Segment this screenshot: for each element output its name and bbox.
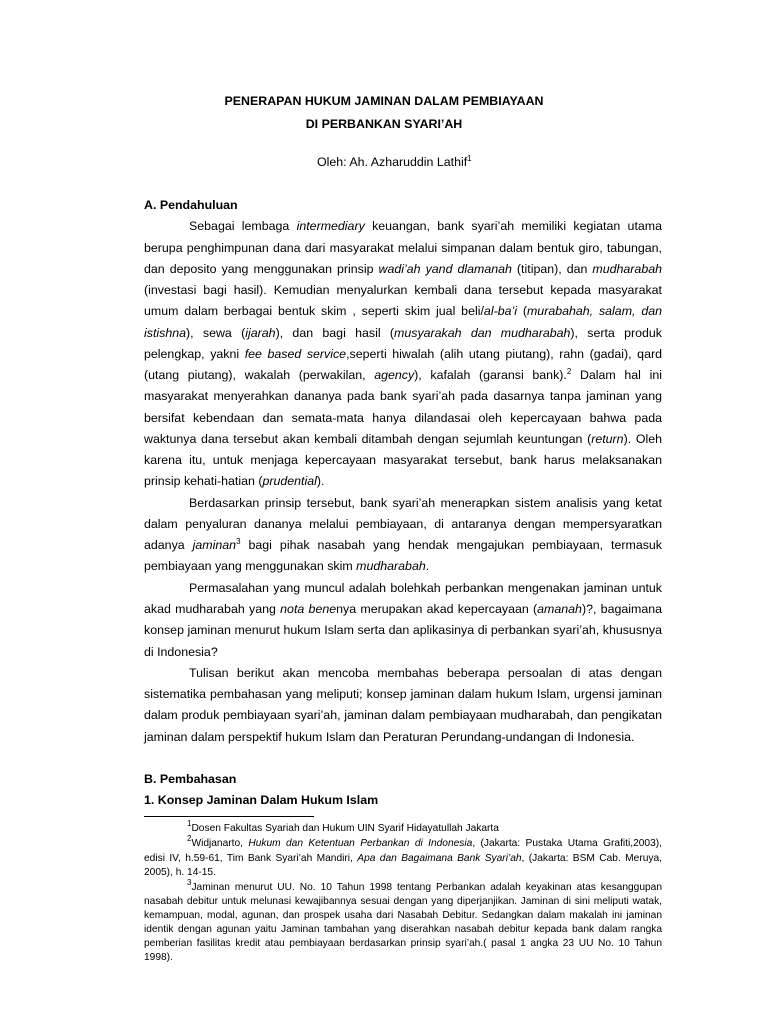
text: ). Oleh xyxy=(623,432,663,446)
text: fee based service xyxy=(244,347,347,361)
p2-line-2: dalam penyaluran dananya melalui pembiayaan, di antaranya dengan mempersyaratkan xyxy=(144,517,662,531)
p1-line-8 xyxy=(144,368,662,383)
author-line xyxy=(317,155,472,170)
section-heading-a: A. Pendahuluan xyxy=(144,198,238,212)
text: dan deposito yang menggunakan prinsip xyxy=(144,262,379,276)
footnote-ref: 2 xyxy=(566,367,572,376)
text: mudharabah xyxy=(356,559,426,573)
text: istishna xyxy=(144,326,187,340)
footnote-ref: 3 xyxy=(236,537,241,546)
text: )?, bagaimana xyxy=(581,602,662,616)
p4-line-3: dalam produk pembiayaan syari’ah, jaminan dalam pembiayaan mudharabah, dan pengikatan xyxy=(144,708,662,722)
text: ( xyxy=(516,304,527,318)
p1-line-11 xyxy=(144,432,662,447)
p2-line-4 xyxy=(144,559,662,574)
text: Sebagai lembaga xyxy=(189,219,297,233)
text: , (Jakarta: BSM Cab. Meruya, xyxy=(521,853,662,864)
text: bagi pihak nasabah yang hendak mengajukan pembiayaan, termasuk xyxy=(240,538,663,552)
text: ), serta produk xyxy=(570,326,662,340)
subsection-heading-1: 1. Konsep Jaminan Dalam Hukum Islam xyxy=(144,793,379,807)
text: wadi’ah yand dlamanah xyxy=(378,262,512,276)
footnote-number: 1 xyxy=(187,819,192,828)
p3-line-3: konsep jaminan menurut hukum Islam serta dan aplikasinya di perbankan syari’ah, khususnya xyxy=(144,623,662,637)
text: (titipan), dan xyxy=(511,262,593,276)
text: ijarah xyxy=(245,326,276,340)
text: ). xyxy=(316,474,325,488)
p1-line-3 xyxy=(144,262,662,277)
footnote-3-line-3: kemampuan, modal, agunan, dan prospek usaha dari Nasabah Debitur. Sedangkan dalam makalah ini jaminan xyxy=(144,910,662,921)
p1-line-10: bersifat kebendaan dan semata-mata hanya dilandasai oleh kepercayaan bahwa pada xyxy=(144,411,662,425)
text: mudharabah xyxy=(592,262,662,276)
text: nya merupakan akad kepercayaan ( xyxy=(336,602,538,616)
footnote-2-line-3: 2005), h. 14-15. xyxy=(144,867,216,878)
p1-line-5 xyxy=(144,304,662,319)
footnote-3-line-1 xyxy=(187,878,662,894)
author-name: Oleh: Ah. Azharuddin Lathif xyxy=(317,155,468,169)
p1-line-6 xyxy=(144,326,662,341)
text: Dalam hal ini xyxy=(571,368,662,382)
text: akad mudharabah yang xyxy=(144,602,281,616)
text: al-ba’i xyxy=(483,304,517,318)
text: Dosen Fakultas Syariah dan Hukum UIN Syarif Hidayatullah Jakarta xyxy=(191,823,499,834)
text: Hukum dan Ketentuan Perbankan di Indonesia xyxy=(248,838,473,849)
p1-line-4: (investasi bagi hasil). Kemudian menyalurkan kembali dana tersebut kepada masyarakat xyxy=(144,283,662,297)
p1-line-12: karena itu, untuk menjaga kepercayaan masyarakat tersebut, bank harus melaksanakan xyxy=(144,453,662,467)
p1-line-1 xyxy=(189,219,662,234)
p2-line-3 xyxy=(144,538,662,553)
p1-line-13 xyxy=(144,474,662,489)
text: waktunya dana tersebut akan kembali ditambah dengan sejumlah keuntungan ( xyxy=(144,432,592,446)
text: agency xyxy=(374,368,415,382)
text: pembiayaan yang menggunakan skim xyxy=(144,559,357,573)
title-line-1: PENERAPAN HUKUM JAMINAN DALAM PEMBIAYAAN xyxy=(224,94,544,108)
p4-line-2: sistematika pembahasan yang meliputi; konsep jaminan dalam hukum Islam, urgensi jaminan xyxy=(144,687,662,701)
text: ), kafalah (garansi bank). xyxy=(414,368,567,382)
footnote-separator xyxy=(144,816,314,817)
text: pelengkap, yakni xyxy=(144,347,245,361)
p2-line-1: Berdasarkan prinsip tersebut, bank syari’ah menerapkan sistem analisis yang ketat xyxy=(189,496,662,510)
footnote-number: 2 xyxy=(187,834,192,843)
text: prinsip kehati-hatian ( xyxy=(144,474,263,488)
footnote-3-line-6: 1998). xyxy=(144,952,173,963)
text: intermediary xyxy=(296,219,365,233)
p1-line-9: masyarakat menyerahkan dananya pada bank syari’ah pada dasarnya tanpa jaminan yang xyxy=(144,389,662,403)
text: (utang piutang), wakalah (perwakilan, xyxy=(144,368,375,382)
text: , (Jakarta: Pustaka Utama Grafiti,2003), xyxy=(472,838,662,849)
text: keuangan, bank syari’ah memiliki kegiatan utama xyxy=(364,219,662,233)
p3-line-4: di Indonesia? xyxy=(144,645,218,659)
text: adanya xyxy=(144,538,193,552)
text: ), sewa ( xyxy=(186,326,246,340)
title-line-2: DI PERBANKAN SYARI’AH xyxy=(305,117,463,131)
text: . xyxy=(425,559,430,573)
text: Apa dan Bagaimana Bank Syari’ah xyxy=(357,853,522,864)
footnote-1 xyxy=(187,819,662,835)
footnote-3-line-5: pemberian fasilitas kredit atau pembiayaan berdasarkan prinsip syari’ah.( pasal 1 angka 23 UU No. 10 Tahun xyxy=(144,938,662,949)
text: musyarakah dan mudharabah xyxy=(394,326,571,340)
text: return xyxy=(591,432,624,446)
footnote-2-line-2 xyxy=(144,853,662,865)
p4-line-4: jaminan dalam perspektif hukum Islam dan Peraturan Perundang-undangan di Indonesia. xyxy=(144,730,635,744)
text: Widjanarto, xyxy=(191,838,249,849)
text: ), dan bagi hasil ( xyxy=(275,326,395,340)
p3-line-2 xyxy=(144,602,662,617)
p4-line-1: Tulisan berikut akan mencoba membahas beberapa persoalan di atas dengan xyxy=(189,666,662,680)
text: murabahah, salam, dan xyxy=(526,304,662,318)
footnote-number: 3 xyxy=(187,878,192,887)
text: umum dalam berbagai bentuk skim , seperti skim jual beli/ xyxy=(144,304,484,318)
text: Jaminan menurut UU. No. 10 Tahun 1998 tentang Perbankan adalah keyakinan atas kesanggupan xyxy=(191,882,662,893)
text: nota bene xyxy=(280,602,337,616)
p1-line-7 xyxy=(144,347,662,362)
p1-line-2: berupa penghimpunan dana dari masyarakat melalui simpanan dalam bentuk giro, tabungan, xyxy=(144,241,662,255)
text: jaminan xyxy=(192,538,237,552)
text: ,seperti hiwalah (alih utang piutang), rahn (gadai), qard xyxy=(346,347,662,361)
text: prudential xyxy=(262,474,317,488)
footnote-3-line-4: identik dengan agunan yaitu Jaminan tambahan yang diserahkan nasabah debitur kepada bank dalam rangka xyxy=(144,924,662,935)
p3-line-1: Permasalahan yang muncul adalah bolehkah perbankan mengenakan jaminan untuk xyxy=(189,581,662,595)
text: amanah xyxy=(537,602,582,616)
author-footnote-ref: 1 xyxy=(467,154,472,163)
footnote-2-line-1 xyxy=(187,834,662,850)
section-heading-b: B. Pembahasan xyxy=(144,772,237,786)
text: edisi IV, h.59-61, Tim Bank Syari’ah Mandiri, xyxy=(144,853,358,864)
footnote-3-line-2: nasabah debitur untuk melunasi kewajibannya sesuai dengan yang diperjanjikan. Jaminan di sini meliputi watak, xyxy=(144,896,662,907)
